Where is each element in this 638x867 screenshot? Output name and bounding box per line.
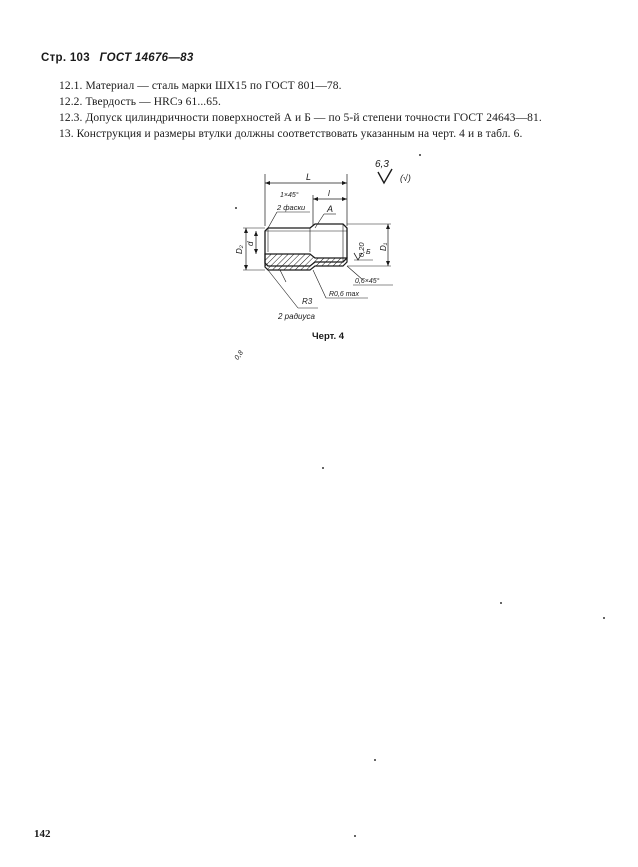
hatched-section: [265, 254, 347, 270]
paragraph-12-1: 12.1. Материал — сталь марки ШХ15 по ГОСТ 801—78.: [59, 80, 342, 92]
dim-l-label: l: [328, 189, 330, 198]
chamfer-count: 2 фаски: [277, 203, 306, 212]
roughness-value: 6,3: [375, 159, 389, 170]
page-header: [41, 52, 194, 64]
roughness-check-icon: [378, 169, 392, 183]
radius-R3: R3: [302, 297, 313, 306]
standard-number: ГОСТ 14676—83: [99, 52, 194, 64]
dim-D1-label: D₁: [379, 242, 388, 251]
scan-speck: [500, 602, 502, 604]
surface-A-label: А: [327, 204, 334, 214]
radius-count: 2 радиуса: [278, 312, 315, 321]
scan-speck: [354, 835, 356, 837]
paragraph-12-3: 12.3. Допуск цилиндричности поверхностей А и Б — по 5-й степени точности ГОСТ 24643—81.: [59, 112, 542, 124]
figure-caption: Черт. 4: [312, 331, 345, 342]
paragraph-13: 13. Конструкция и размеры втулки должны соответствовать указанным на черт. 4 и в табл. 6.: [59, 128, 523, 140]
chamfer-note: 1×45°: [280, 192, 299, 199]
dim-D2-label: D₂: [235, 245, 244, 254]
page-number: 142: [34, 828, 51, 840]
radius-08: 0,8: [233, 349, 245, 362]
scan-speck: [235, 207, 237, 209]
tolerance-020: 0,20: [357, 242, 366, 257]
surface-B-label: Б: [366, 249, 371, 256]
scan-speck: [419, 154, 421, 156]
radius-R06: R0,6 max: [329, 291, 359, 298]
scan-speck: [322, 467, 324, 469]
paragraph-12-2: 12.2. Твердость — HRCэ 61...65.: [59, 96, 221, 108]
dim-d-label: d: [246, 241, 255, 246]
scan-speck: [374, 759, 376, 761]
scan-speck: [603, 617, 605, 619]
chamfer-small: 0,6×45°: [355, 278, 380, 285]
roughness-bracket: (√): [400, 173, 411, 183]
dim-L-label: L: [306, 172, 312, 182]
page-label: Стр. 103: [41, 52, 90, 64]
